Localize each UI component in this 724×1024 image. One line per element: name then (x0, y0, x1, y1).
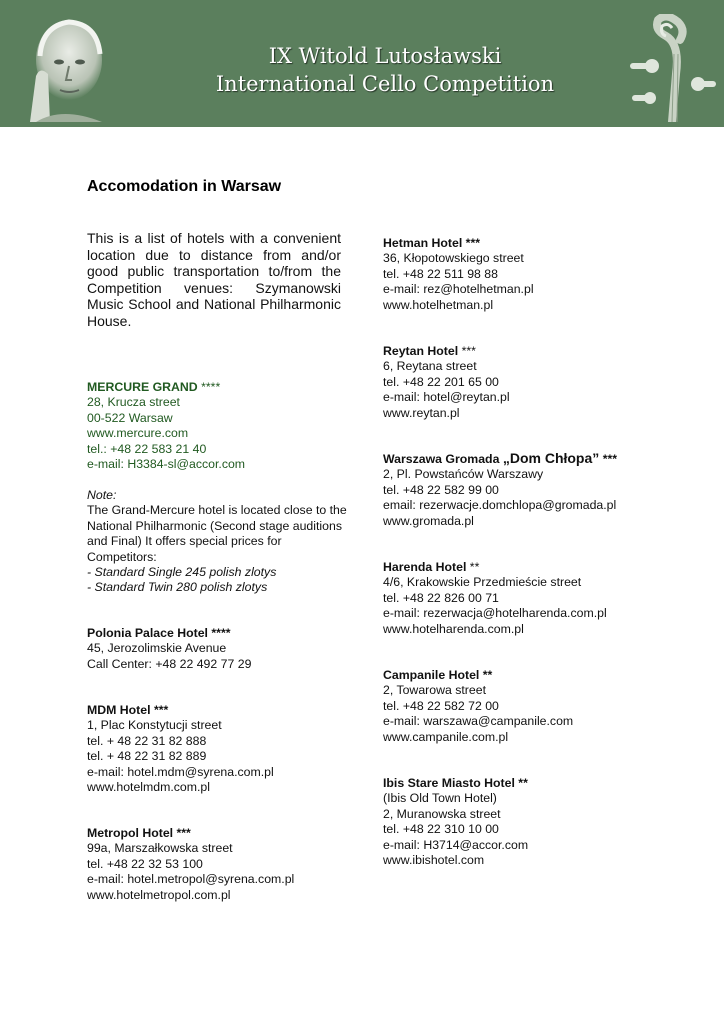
hotel-website: www.reytan.pl (383, 405, 460, 420)
hotel-campanile (383, 668, 573, 745)
hotel-email: e-mail: hotel.mdm@syrena.com.pl (87, 764, 274, 779)
hotel-name: Harenda Hotel ** (383, 560, 480, 574)
hotel-address: 1, Plac Konstytucji street (87, 718, 222, 733)
hotel-mdm (87, 703, 274, 795)
note-price-single: - Standard Single 245 polish zlotys (87, 565, 277, 580)
banner-title-line2: International Cello Competition (215, 72, 555, 96)
mercure-note (87, 488, 347, 596)
hotel-name: Campanile Hotel ** (383, 668, 493, 682)
hotel-phone: tel.: +48 22 583 21 40 (87, 441, 207, 456)
hotel-metropol (87, 826, 294, 903)
note-text: The Grand-Mercure hotel is located close to the National Philharmonic (Second stage auditions and Final) It offers special prices for Competitors: (87, 503, 347, 564)
hotel-ibis-stare-miasto (383, 776, 528, 868)
hotel-website: www.mercure.com (87, 426, 189, 441)
hotel-email: e-mail: H3384-sl@accor.com (87, 457, 246, 472)
hotel-mercure-grand (87, 380, 245, 472)
hotel-name: Warszawa Gromada „Dom Chłopa” *** (383, 450, 618, 466)
hotel-name: Hetman Hotel *** (383, 236, 481, 250)
hotel-hetman (383, 236, 534, 313)
hotel-email: e-mail: rezerwacja@hotelharenda.com.pl (383, 606, 607, 621)
hotel-website: www.gromada.pl (383, 513, 474, 528)
hotel-email: e-mail: hotel.metropol@syrena.com.pl (87, 872, 295, 887)
hotel-address: 99a, Marszałkowska street (87, 841, 233, 856)
hotel-phone: tel. +48 22 582 72 00 (383, 698, 499, 713)
hotel-name: Reytan Hotel *** (383, 344, 476, 358)
page-title: Accomodation in Warsaw (87, 178, 282, 195)
hotel-reytan (383, 344, 510, 421)
hotel-phone: tel. +48 22 32 53 100 (87, 856, 203, 871)
hotel-website: www.hotelmdm.com.pl (87, 780, 211, 795)
hotel-address: 45, Jerozolimskie Avenue (87, 641, 227, 656)
hotel-phone: tel. + 48 22 31 82 888 (87, 733, 207, 748)
hotel-website: www.hotelhetman.pl (383, 297, 494, 312)
header-banner (0, 0, 724, 127)
banner-title-line1: IX Witold Lutosławski (268, 44, 502, 68)
hotel-name: Polonia Palace Hotel **** (87, 626, 231, 640)
hotel-name: MDM Hotel *** (87, 703, 169, 717)
hotel-name: MERCURE GRAND **** (87, 380, 221, 394)
hotel-email: email: rezerwacje.domchlopa@gromada.pl (383, 498, 617, 513)
hotel-website: www.campanile.com.pl (383, 729, 509, 744)
hotel-address: 2, Muranowska street (383, 806, 501, 821)
hotel-phone: tel. +48 22 582 99 00 (383, 482, 499, 497)
hotel-postal: 00-522 Warsaw (87, 410, 173, 425)
hotel-address: 28, Krucza street (87, 395, 180, 410)
hotel-address: 36, Kłopotowskiego street (383, 251, 524, 266)
hotel-email: e-mail: hotel@reytan.pl (383, 390, 510, 405)
hotel-alt-name: (Ibis Old Town Hotel) (383, 791, 497, 806)
hotel-address: 6, Reytana street (383, 359, 477, 374)
hotel-harenda (383, 560, 607, 637)
banner-title (150, 42, 620, 98)
hotel-phone: tel. +48 22 826 00 71 (383, 590, 499, 605)
hotel-name: Ibis Stare Miasto Hotel ** (383, 776, 528, 790)
hotel-gromada (383, 451, 617, 529)
composer-portrait-image (22, 16, 108, 122)
hotel-phone: tel. +48 22 201 65 00 (383, 374, 499, 389)
note-price-twin: - Standard Twin 280 polish zlotys (87, 580, 268, 595)
hotel-website: www.ibishotel.com (383, 853, 485, 868)
hotel-phone: tel. +48 22 310 10 00 (383, 822, 499, 837)
hotel-email: e-mail: rez@hotelhetman.pl (383, 282, 534, 297)
hotel-address: 2, Towarowa street (383, 683, 486, 698)
intro-paragraph: This is a list of hotels with a convenient location due to distance from and/or good public transportation to/from the Competition venues: Szymanowski Music School and National Philharmonic House. (87, 230, 341, 329)
cello-scroll-image (622, 14, 718, 122)
hotel-polonia-palace (87, 626, 251, 672)
hotel-name: Metropol Hotel *** (87, 826, 191, 840)
hotel-website: www.hotelmetropol.com.pl (87, 887, 231, 902)
hotel-address: 2, Pl. Powstańców Warszawy (383, 467, 544, 482)
hotel-website: www.hotelharenda.com.pl (383, 621, 524, 636)
hotel-email: e-mail: warszawa@campanile.com (383, 714, 574, 729)
hotel-address: 4/6, Krakowskie Przedmieście street (383, 575, 582, 590)
hotel-phone: tel. +48 22 511 98 88 (383, 266, 498, 281)
hotel-phone: Call Center: +48 22 492 77 29 (87, 656, 252, 671)
note-label: Note: (87, 488, 117, 502)
hotel-phone: tel. + 48 22 31 82 889 (87, 749, 207, 764)
hotel-email: e-mail: H3714@accor.com (383, 837, 529, 852)
